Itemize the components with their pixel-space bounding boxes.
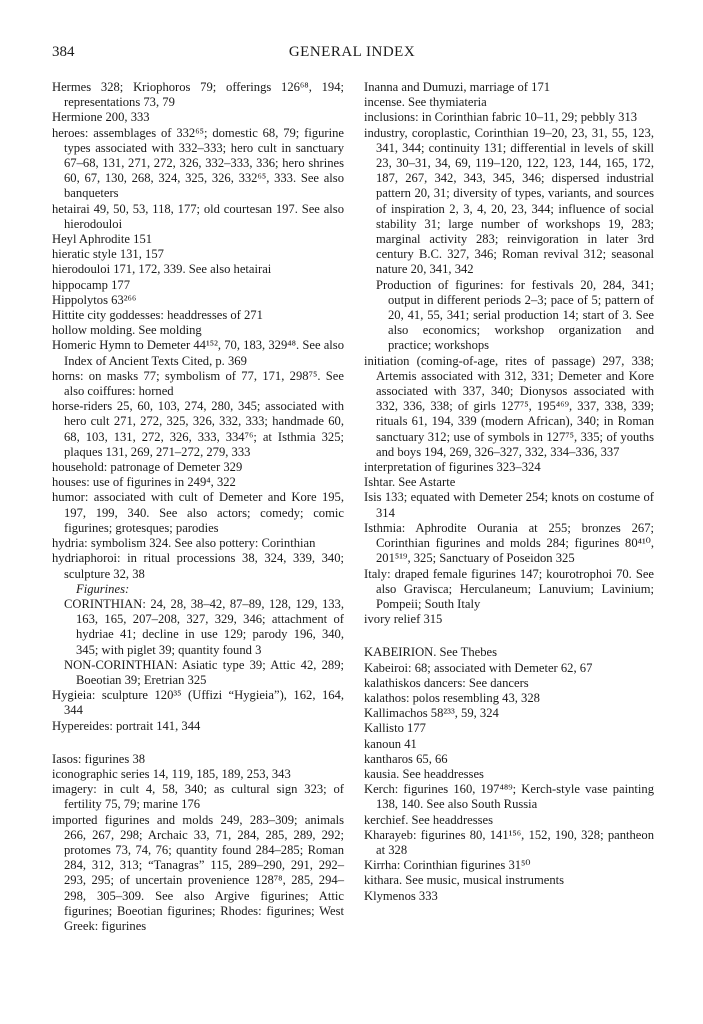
index-entry: Italy: draped female figurines 147; kourotrophoi 70. See also Gravisca; Herculaneum; Lanuvium; Lavinium; Pompeii; South Italy: [364, 566, 654, 611]
index-entry: kanoun 41: [364, 736, 417, 751]
index-entry: Kabeiroi: 68; associated with Demeter 62, 67: [364, 660, 593, 675]
index-entry: kerchief. See headdresses: [364, 812, 494, 827]
index-entry: hieratic style 131, 157: [52, 247, 164, 262]
index-entry: imported figurines and molds 249, 283–309; animals 266, 267, 298; Archaic 33, 71, 284, 285, 289, 292; protomes 73, 74, 76; quantity found 284–285; Roman 284, 312, 313; “Tanagras” 115, 289–290, 291, 292–293, 295; of uncertain provenience 128⁷⁸, 285, 294–298, 305–309. See also Argive figurines; Attic figurines; Boeotian figurines; Rhodes: figurines; West Greek: figurines: [52, 812, 344, 933]
index-entry: Hermes 328; Kriophoros 79; offerings 126⁶⁸, 194; representations 73, 79: [52, 80, 344, 110]
index-entry: Inanna and Dumuzi, marriage of 171: [364, 80, 551, 94]
index-entry: hydriaphoroi: in ritual processions 38, 324, 339, 340; sculpture 32, 38: [52, 551, 344, 581]
index-entry: Iasos: figurines 38: [52, 751, 146, 766]
page-number: 384: [52, 44, 75, 60]
index-entry: Hippolytos 63²⁶⁶: [52, 292, 137, 307]
index-entry: kalathiskos dancers: See dancers: [364, 675, 529, 690]
index-entry: NON-CORINTHIAN: Asiatic type 39; Attic 42, 289; Boeotian 39; Eretrian 325: [64, 657, 344, 687]
index-entry: incense. See thymiateria: [364, 95, 487, 110]
index-entry: Kallisto 177: [364, 721, 426, 736]
index-entry: Isis 133; equated with Demeter 254; knots on costume of 314: [364, 490, 654, 520]
index-column-right: [364, 80, 654, 904]
index-entry: hetairai 49, 50, 53, 118, 177; old courtesan 197. See also hierodouloi: [52, 201, 344, 231]
index-entry: CORINTHIAN: 24, 28, 38–42, 87–89, 128, 129, 133, 163, 165, 207–208, 327, 329, 346; attachment of hydriae 41; decline in use 129; parody 196, 340, 345; with piglet 39; quantity found 3: [64, 596, 344, 657]
index-entry: hydria: symbolism 324. See also pottery: Corinthian: [52, 536, 316, 551]
index-entry: Klymenos 333: [364, 888, 438, 903]
index-entry: Heyl Aphrodite 151: [52, 232, 153, 247]
index-entry: iconographic series 14, 119, 185, 189, 253, 343: [52, 766, 291, 781]
index-entry: inclusions: in Corinthian fabric 10–11, 29; pebbly 313: [364, 110, 638, 125]
index-entry: kithara. See music, musical instruments: [364, 873, 565, 888]
index-entry: Isthmia: Aphrodite Ourania at 255; bronzes 267; Corinthian figurines and molds 284; figurines 80⁴¹⁰, 201⁵¹⁹, 325; Sanctuary of Poseidon 325: [364, 520, 654, 566]
index-column-left: [52, 80, 344, 934]
index-entry: Homeric Hymn to Demeter 44¹⁵², 70, 183, 329⁴⁸. See also Index of Ancient Texts Cited, p. 369: [52, 338, 344, 368]
index-entry: Kirrha: Corinthian figurines 31⁵⁰: [364, 858, 531, 873]
running-head: GENERAL INDEX: [288, 44, 416, 60]
index-entry: horns: on masks 77; symbolism of 77, 171, 298⁷⁵. See also coiffures: horned: [52, 368, 344, 399]
index-entry: Hygieia: sculpture 120³⁵ (Uffizi “Hygieia”), 162, 164, 344: [52, 688, 344, 718]
index-entry: Kallimachos 58²³³, 59, 324: [364, 706, 499, 721]
index-entry: interpretation of figurines 323–324: [364, 460, 541, 475]
index-entry: ivory relief 315: [364, 612, 443, 627]
index-entry: initiation (coming-of-age, rites of passage) 297, 338; Artemis associated with 312, 331; Demeter and Kore associated with 337, 340; Dionysos associated with 332, 336, 338; of girls 127⁷⁵, 195⁴⁶⁹, 337, 338, 339; rituals 61, 194, 339 (modern African), 340; in Roman sanctuary 312; use of symbols in 127⁷⁵, 335; of youths and boys 194, 269, 326–327, 332, 334–336, 337: [364, 353, 654, 459]
index-entry: heroes: assemblages of 332⁶⁵; domestic 68, 79; figurine types associated with 332–333; hero cult in sanctuary 67–68, 131, 271, 272, 326, 332–333, 336; hero shrines 60, 67, 130, 268, 324, 325, 326, 332⁶⁵, 333. See also banqueters: [52, 125, 344, 201]
index-entry: Kerch: figurines 160, 197⁴⁸⁹; Kerch-style vase painting 138, 140. See also South Russia: [364, 782, 654, 812]
index-entry: kantharos 65, 66: [364, 751, 448, 766]
index-entry: Hermione 200, 333: [52, 110, 150, 125]
index-entry: hippocamp 177: [52, 277, 130, 292]
index-entry: horse-riders 25, 60, 103, 274, 280, 345; associated with hero cult 271, 272, 325, 326, 332, 333; handmade 60, 68, 103, 131, 272, 326, 333, 334⁷⁶; at Isthmia 325; plaques 131, 269, 271–272, 279, 333: [52, 399, 344, 459]
index-entry: imagery: in cult 4, 58, 340; as cultural sign 323; of fertility 75, 79; marine 176: [52, 782, 344, 812]
index-entry: Hittite city goddesses: headdresses of 271: [52, 308, 263, 323]
index-entry: houses: use of figurines in 249⁴, 322: [52, 475, 236, 490]
index-entry: industry, coroplastic, Corinthian 19–20, 23, 31, 55, 123, 341, 344; continuity 131; differential in levels of skill 23, 30–31, 34, 69, 119–120, 122, 123, 144, 165, 172, 187, 267, 342, 343, 345, 346; dispersed industrial pattern 20, 31; diversity of types, variants, and sources of inspiration 2, 3, 4, 20, 23, 344; influence of social stability 31; large number of workshops 19, 283; marginal activity 283; reinvigoration in later 3rd century B.C. 327, 346; Roman revival 312; seasonal nature 20, 341, 342: [364, 125, 654, 277]
index-entry: hollow molding. See molding: [52, 323, 202, 338]
index-entry: Hypereides: portrait 141, 344: [52, 718, 201, 733]
index-entry: Figurines:: [76, 581, 130, 596]
index-entry: Kharayeb: figurines 80, 141¹⁵⁶, 152, 190, 328; pantheon at 328: [364, 827, 654, 857]
index-entry: kausia. See headdresses: [364, 766, 484, 781]
index-entry: household: patronage of Demeter 329: [52, 460, 243, 475]
index-entry: KABEIRION. See Thebes: [364, 645, 498, 660]
index-entry: Production of figurines: for festivals 20, 284, 341; output in different periods 2–3; pace of 5; pattern of 20, 41, 55, 341; serial production 14; start of 3. See also economics; workshop organization and practice; workshops: [376, 277, 654, 353]
index-entry: humor: associated with cult of Demeter and Kore 195, 197, 199, 340. See also actors; comedy; comic figurines; grotesques; parodies: [52, 490, 344, 535]
page-header: [52, 44, 652, 68]
index-entry: Ishtar. See Astarte: [364, 475, 456, 490]
index-entry: hierodouloi 171, 172, 339. See also hetairai: [52, 262, 272, 277]
index-entry: kalathos: polos resembling 43, 328: [364, 690, 540, 705]
